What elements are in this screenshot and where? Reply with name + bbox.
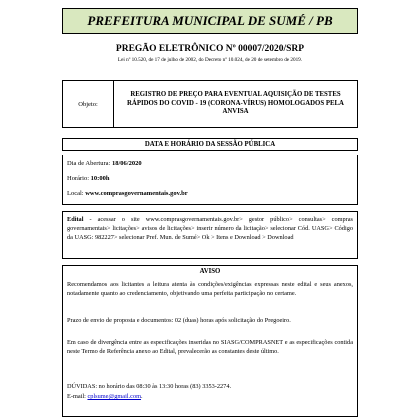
email-after: . bbox=[141, 393, 143, 400]
sessao-title-box bbox=[62, 138, 358, 151]
email-link[interactable]: cplsume@gmail.com bbox=[87, 393, 142, 400]
opening-date-line bbox=[67, 160, 142, 167]
title-banner bbox=[62, 8, 358, 34]
objeto-label: Objeto: bbox=[63, 81, 114, 127]
opening-time-label: Horário: bbox=[67, 175, 90, 182]
opening-time-line bbox=[67, 175, 109, 182]
opening-date-label: Dia de Abertura: bbox=[67, 160, 111, 167]
objeto-text: REGISTRO DE PREÇO PARA EVENTUAL AQUISIÇÃO DE TESTES RÁPIDOS DO COVID - 19 (CORONA-VÍRUS) HOMOLOGADOS PELA ANVISA bbox=[127, 90, 344, 116]
aviso-paragraph-3: Em caso de divergência entre as especificações inseridas no SIASG/COMPRASNET e as especificações contida neste Termo de Referência anexo ao Edital, prevalecerão as constantes deste último. bbox=[67, 339, 353, 356]
opening-time-value: 10:00h bbox=[90, 175, 110, 182]
page-title: PREFEITURA MUNICIPAL DE SUMÉ / PB bbox=[87, 13, 333, 28]
aviso-box bbox=[62, 265, 358, 417]
local-value: www.comprasgovernamentais.gov.br bbox=[85, 190, 188, 197]
local-label: Local: bbox=[67, 190, 84, 197]
sessao-details-box bbox=[62, 155, 358, 205]
sessao-title: DATA E HORÁRIO DA SESSÃO PÚBLICA bbox=[144, 141, 276, 148]
lei-subheading: Lei nº 10.520, de 17 de julho de 2002, do Decreto nº 10.024, de 20 de setembro de 2019. bbox=[117, 57, 303, 63]
aviso-email-line bbox=[67, 392, 353, 401]
opening-date-value: 18/06/2020 bbox=[111, 160, 142, 167]
aviso-paragraph-2: Prazo de envio de proposta e documentos: 02 (duas) horas após solicitação do Pregoeiro. bbox=[67, 317, 291, 324]
pregao-heading: PREGÃO ELETRÔNICO Nº 00007/2020/SRP bbox=[115, 44, 305, 54]
aviso-duvidas: DÚVIDAS: no horário das 08:30 às 13:30 horas (83) 3353-2274. bbox=[67, 383, 232, 390]
email-label: E-mail: bbox=[67, 393, 86, 400]
edital-box bbox=[62, 211, 358, 259]
edital-paragraph bbox=[67, 215, 353, 242]
edital-label: Edital bbox=[67, 216, 84, 223]
edital-text: - acessar o site www.comprasgovernamentais.gov.br> gestor público> consultas> compras governamentais> licitações> avisos de licitações> inserir número da licitação> selecionar Cód. UASG> Código da UASG: 982227> selecionar Pref. Mun. de Sumé> Ok > Itens e Download > Download bbox=[67, 216, 353, 242]
aviso-paragraph-1: Recomendamos aos licitantes a leitura atenta às condições/exigências expressas neste edital e seus anexos, notadamente quanto ao credenciamento, objetivando uma perfeita participação no certame. bbox=[67, 281, 353, 298]
aviso-title: AVISO bbox=[199, 268, 221, 275]
local-line bbox=[67, 190, 188, 197]
objeto-box bbox=[62, 80, 358, 128]
